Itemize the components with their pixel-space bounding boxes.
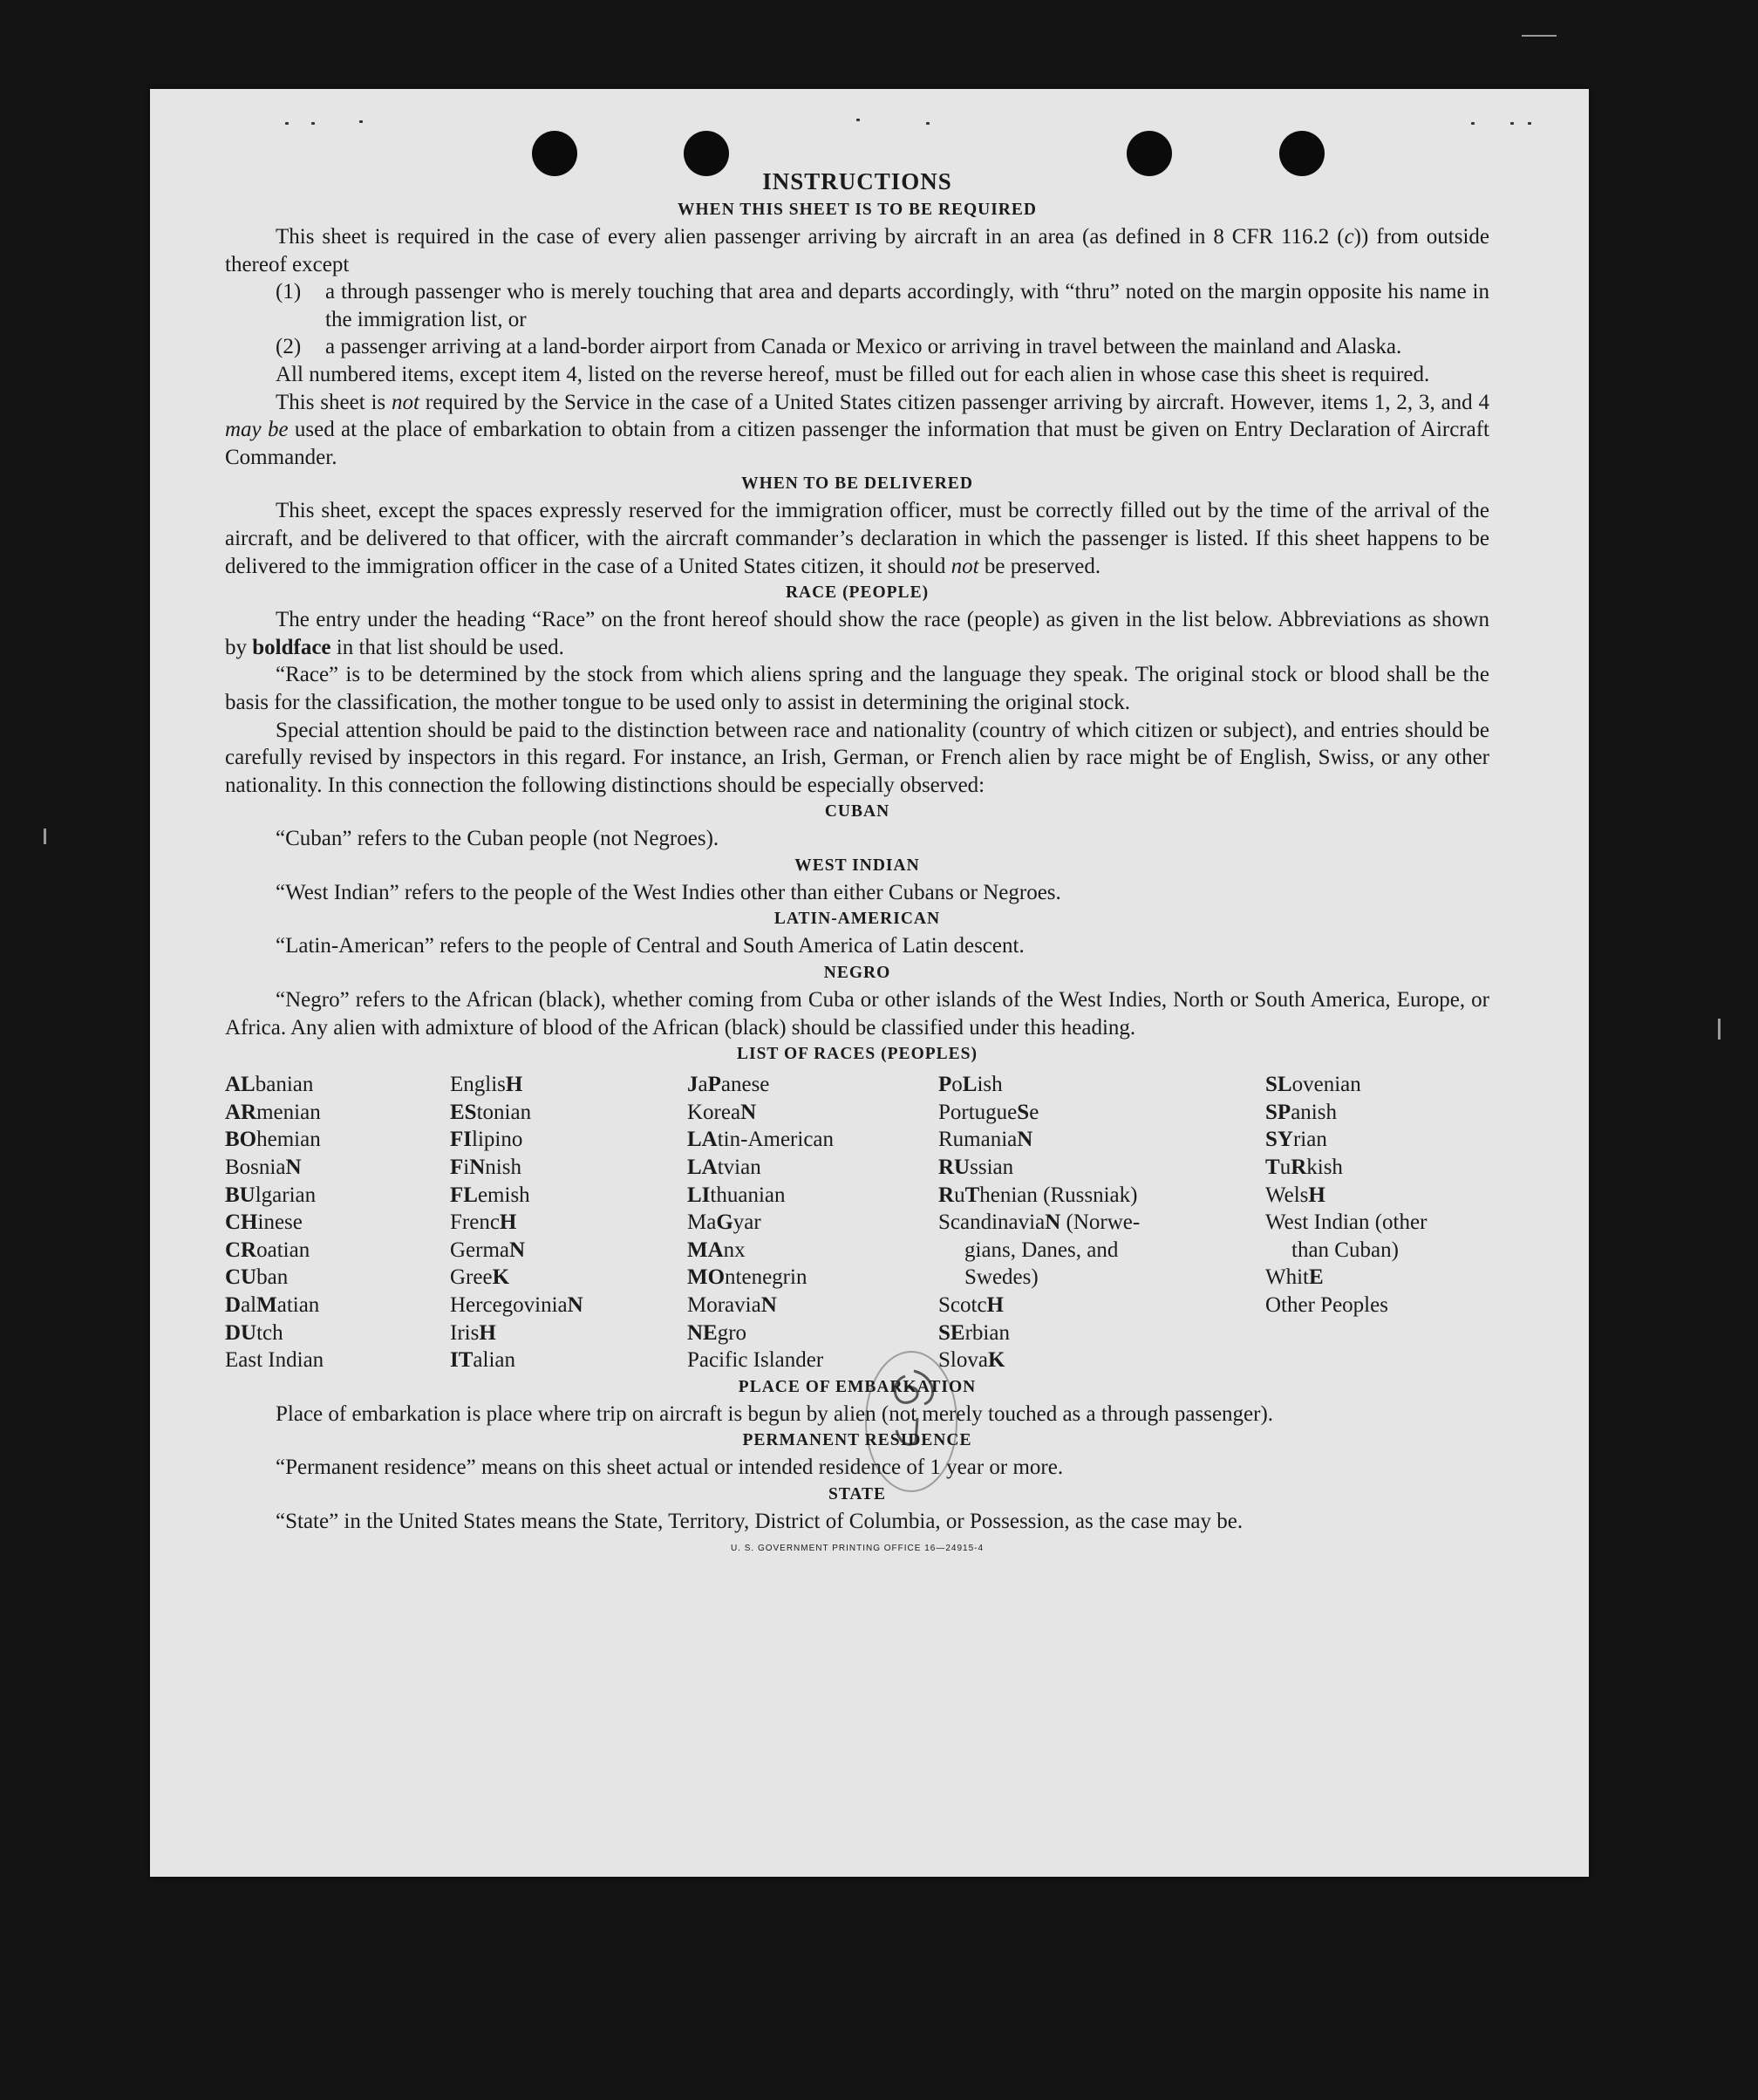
race-entry: FLemish [450, 1183, 530, 1207]
race-column [225, 1071, 450, 1374]
race-entry: MaGyar [687, 1210, 761, 1235]
paragraph-race-stock: “Race” is to be determined by the stock from which aliens spring and the language they speak. The original stock or blood shall be the basis for the classification, the mother tongue to be used only to assist in determining the original stock. [225, 663, 1489, 714]
race-entry: LAtvian [687, 1156, 761, 1180]
paragraph-delivered: This sheet, except the spaces expressly reserved for the immigration officer, must be correctly filled out by the time of the arrival of the aircraft, and be delivered to that officer, with the aircraft commander’s declaration in which the passenger is listed. If this sheet happens to be delivered to the immigration officer in the case of a United States citizen, it should not be preserved. [225, 499, 1489, 578]
race-entry: NEgro [687, 1320, 747, 1345]
speck [1510, 122, 1514, 125]
edge-mark [1522, 35, 1557, 37]
race-entry: ScandinaviaN (Norwe- [938, 1210, 1141, 1235]
race-entry: SPanish [1265, 1100, 1337, 1124]
race-entry: SErbian [938, 1320, 1010, 1345]
race-entry: BosniaN [225, 1156, 302, 1180]
race-entry: DUtch [225, 1320, 283, 1345]
printer-footer: U. S. GOVERNMENT PRINTING OFFICE 16—24915-4 [730, 1543, 985, 1553]
race-entry: SLovenian [1265, 1073, 1361, 1097]
paragraph-race-nationality: Special attention should be paid to the distinction between race and nationality (country of which citizen or subject), and entries should be carefully revised by inspectors in this regard. For instance, an Irish, German, or French alien by race might be of English, Swiss, or any other nationality. In this connection the following distinctions should be especially observed: [225, 718, 1489, 797]
speck [856, 119, 860, 121]
race-entry: CUban [225, 1265, 289, 1290]
race-entry: WelsH [1265, 1183, 1325, 1207]
speck [1528, 122, 1531, 125]
section-heading-state: STATE [828, 1484, 887, 1503]
race-entry: DalMatian [225, 1293, 320, 1317]
paragraph-latin-american: “Latin-American” refers to the people of Central and South America of Latin descent. [276, 934, 1025, 958]
speck [926, 122, 930, 125]
paragraph-embarkation: Place of embarkation is place where trip on aircraft is begun by alien (not merely touched as a through passenger). [276, 1401, 1274, 1426]
race-entry: CHinese [225, 1210, 303, 1235]
race-entry: RumaniaN [938, 1128, 1033, 1152]
race-entry: BUlgarian [225, 1183, 317, 1207]
race-entry: gians, Danes, and [964, 1238, 1119, 1262]
speck [311, 122, 315, 125]
race-entry: IrisH [450, 1320, 496, 1345]
race-entry: TuRkish [1265, 1156, 1343, 1180]
race-entry: Other Peoples [1265, 1293, 1388, 1317]
race-column [687, 1071, 938, 1374]
race-entry: JaPanese [687, 1073, 770, 1097]
section-heading-embarkation: PLACE OF EMBARKATION [738, 1377, 977, 1396]
race-entry: MoraviaN [687, 1293, 777, 1317]
race-entry: West Indian (other [1265, 1210, 1428, 1235]
document-sheet [150, 89, 1589, 1877]
race-entry: PortugueSe [938, 1100, 1039, 1124]
race-entry: PoLish [938, 1073, 1003, 1097]
paragraph-residence: “Permanent residence” means on this sheet actual or intended residence of 1 year or more. [276, 1456, 1064, 1480]
race-entry: FrencH [450, 1210, 517, 1235]
race-entry: ITalian [450, 1348, 515, 1373]
race-entry: LIthuanian [687, 1183, 786, 1207]
race-column [450, 1071, 687, 1374]
section-heading-negro: NEGRO [823, 964, 891, 983]
exception-item-1: (1) a through passenger who is merely touching that area and departs accordingly, with “thru” noted on the margin opposite his name in the immigration list, or [276, 280, 1489, 331]
race-entry: GreeK [450, 1265, 510, 1290]
race-entry: Pacific Islander [687, 1348, 824, 1373]
section-heading-latin-american: LATIN-AMERICAN [773, 910, 941, 929]
race-entry: KoreaN [687, 1100, 757, 1124]
race-entry: EnglisH [450, 1073, 523, 1097]
section-heading-required: WHEN THIS SHEET IS TO BE REQUIRED [678, 201, 1037, 219]
race-entry: SlovaK [938, 1348, 1005, 1373]
paragraph-state: “State” in the United States means the State, Territory, District of Columbia, or Possession, as the case may be. [276, 1509, 1244, 1533]
race-column [1265, 1071, 1489, 1374]
speck [1471, 122, 1475, 125]
race-entry: HercegoviniaN [450, 1293, 583, 1317]
edge-mark [1718, 1019, 1721, 1040]
race-entry: EStonian [450, 1100, 532, 1124]
race-entry: than Cuban) [1291, 1238, 1399, 1262]
edge-mark [44, 828, 46, 844]
exception-item-2: (2) a passenger arriving at a land-border airport from Canada or Mexico or arriving in travel between the mainland and Alaska. [276, 335, 1402, 359]
race-list [225, 1071, 1489, 1374]
instructions-content [225, 166, 1489, 1557]
race-entry: ALbanian [225, 1073, 314, 1097]
section-heading-residence: PERMANENT RESIDENCE [742, 1431, 972, 1450]
paragraph-cuban: “Cuban” refers to the Cuban people (not Negroes). [276, 827, 719, 851]
paragraph-numbered-items: All numbered items, except item 4, listed on the reverse hereof, must be filled out for each alien in whose case this sheet is required. [276, 362, 1430, 386]
race-entry: ScotcH [938, 1293, 1004, 1317]
section-heading-west-indian: WEST INDIAN [794, 856, 920, 875]
race-entry: East Indian [225, 1348, 324, 1373]
race-entry: RuThenian (Russniak) [938, 1183, 1138, 1207]
race-entry: MAnx [687, 1238, 746, 1262]
speck [285, 122, 289, 125]
section-heading-delivered: WHEN TO BE DELIVERED [741, 474, 973, 494]
race-entry: FIlipino [450, 1128, 523, 1152]
race-entry: FiNnish [450, 1156, 521, 1180]
race-entry: SYrian [1265, 1128, 1327, 1152]
paragraph-negro: “Negro” refers to the African (black), whether coming from Cuba or other islands of the West Indies, North or South America, Europe, or Africa. Any alien with admixture of blood of the African (black) should be classified under this heading. [225, 988, 1489, 1040]
paragraph-race-entry: The entry under the heading “Race” on the front hereof should show the race (people) as given in the list below. Abbreviations as shown by boldface in that list should be used. [225, 608, 1489, 659]
race-column [938, 1071, 1265, 1374]
paragraph-citizen: This sheet is not required by the Service in the case of a United States citizen passenger arriving by aircraft. However, items 1, 2, 3, and 4 may be used at the place of embarkation to obtain from a citizen passenger the information that must be given on Entry Declaration of Aircraft Commander. [225, 390, 1490, 469]
section-heading-race-list: LIST OF RACES (PEOPLES) [736, 1045, 978, 1064]
section-heading-cuban: CUBAN [824, 802, 890, 822]
speck [359, 120, 363, 123]
race-entry: GermaN [450, 1238, 526, 1262]
section-heading-race: RACE (PEOPLE) [785, 583, 930, 603]
paragraph-required-intro: This sheet is required in the case of every alien passenger arriving by aircraft in an area (as defined in 8 CFR 116.2 (c)) from outside thereof except [225, 225, 1489, 276]
race-entry: RUssian [938, 1156, 1014, 1180]
page-title: INSTRUCTIONS [762, 168, 952, 194]
race-entry: Swedes) [964, 1265, 1039, 1290]
race-entry: LAtin-American [687, 1128, 835, 1152]
race-entry: MOntenegrin [687, 1265, 807, 1290]
race-entry: ARmenian [225, 1100, 321, 1124]
race-entry: BOhemian [225, 1128, 321, 1152]
race-entry: CRoatian [225, 1238, 310, 1262]
paragraph-west-indian: “West Indian” refers to the people of the West Indies other than either Cubans or Negroes. [276, 880, 1061, 904]
race-entry: WhitE [1265, 1265, 1324, 1290]
